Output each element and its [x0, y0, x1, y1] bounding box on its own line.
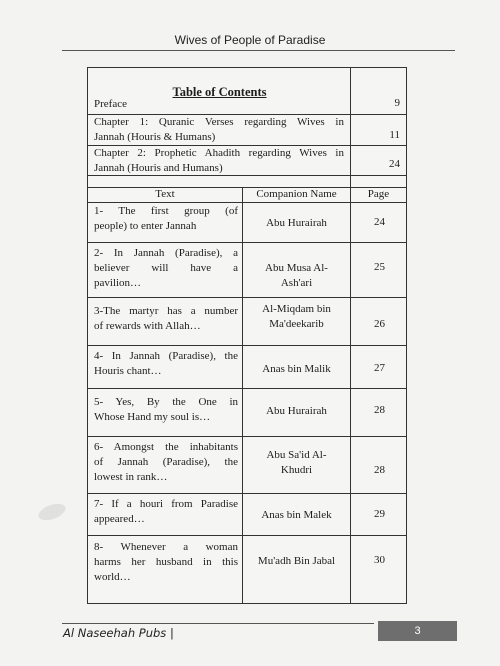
text-line: 8- Whenever a woman [94, 541, 238, 553]
table-row-page: 28 [374, 464, 385, 476]
table-row-companion [243, 362, 350, 377]
text-line: lowest in rank… [94, 471, 168, 483]
companion-line: Abu Hurairah [266, 217, 327, 229]
text-line: of Jannah (Paradise), the [94, 456, 238, 468]
row-divider [88, 388, 406, 389]
column-header-companion: Companion Name [256, 188, 337, 200]
table-row-text [94, 204, 238, 234]
row-divider [88, 297, 406, 298]
text-line: world… [94, 571, 131, 583]
toc-item-text: Preface [94, 98, 127, 110]
companion-line: Abu Sa'id Al- [266, 449, 327, 461]
text-line: people) to enter Jannah [94, 220, 197, 232]
table-row-text [94, 497, 238, 527]
table-row-text [94, 246, 238, 291]
text-line: harms her husband in this [94, 556, 238, 568]
text-line: pavilion… [94, 277, 142, 289]
table-row-companion [243, 448, 350, 478]
row-divider [88, 242, 406, 243]
publisher-footer: Al Naseehah Pubs | [63, 626, 174, 640]
footer-rule [62, 623, 374, 624]
companion-line: Mu'adh Bin Jabal [257, 555, 336, 567]
companion-line: Abu Musa Al- [265, 262, 328, 274]
companion-line: Anas bin Malik [262, 363, 331, 375]
toc-item-text: Chapter 1: Quranic Verses regarding Wives in [94, 116, 344, 128]
table-row-page: 26 [374, 318, 385, 330]
table-row-text [94, 440, 238, 485]
contents-table [87, 67, 407, 604]
text-line: 7- If a houri from Paradise [94, 498, 238, 510]
text-line: appeared… [94, 513, 145, 525]
running-head: Wives of People of Paradise [174, 33, 326, 47]
companion-line: Ma'deekarib [269, 318, 324, 330]
page-column-divider [350, 68, 351, 604]
toc-item-page: 11 [389, 129, 400, 141]
text-line: Houris chant… [94, 365, 162, 377]
table-row-companion [243, 261, 350, 291]
header-rule [62, 50, 455, 51]
toc-item-text: Chapter 2: Prophetic Ahadith regarding Wives in [94, 147, 344, 159]
page-smudge [36, 501, 67, 524]
table-row-companion [243, 216, 350, 231]
table-row-text [94, 304, 238, 334]
page-number-badge: 3 [378, 621, 457, 641]
table-row-page: 28 [374, 404, 385, 416]
toc-item-chapter-2 [94, 146, 344, 176]
table-row-text [94, 349, 238, 379]
toc-item-chapter-1 [94, 115, 344, 145]
header-bottom-divider [88, 202, 406, 203]
toc-item-page: 24 [389, 158, 400, 170]
toc-item-text: Jannah (Houris and Humans) [94, 162, 223, 174]
table-row-text [94, 540, 238, 585]
text-line: believer will have a [94, 262, 238, 274]
text-line: 1- The first group (of [94, 205, 238, 217]
toc-item-page: 9 [394, 97, 400, 109]
text-line: 5- Yes, By the One in [94, 396, 238, 408]
column-header-page: Page [367, 188, 390, 200]
companion-line: Abu Hurairah [266, 405, 327, 417]
table-row-page: 27 [374, 362, 385, 374]
companion-line: Al-Miqdam bin [262, 303, 331, 315]
companion-line: Khudri [280, 464, 313, 476]
text-line: 6- Amongst the inhabitants [94, 441, 238, 453]
table-row-companion [243, 554, 350, 569]
table-row-companion [243, 404, 350, 419]
companion-line: Ash'ari [280, 277, 313, 289]
column-header-text: Text [155, 188, 175, 200]
toc-item-text: Jannah (Houris & Humans) [94, 131, 216, 143]
row-divider [88, 345, 406, 346]
toc-title: Table of Contents [172, 85, 267, 99]
companion-line: Anas bin Malek [261, 509, 332, 521]
text-line: Whose Hand my soul is… [94, 411, 211, 423]
companion-column-divider [242, 187, 243, 604]
row-divider [88, 436, 406, 437]
table-row-page: 30 [374, 554, 385, 566]
table-row-companion [243, 302, 350, 332]
row-divider [88, 493, 406, 494]
text-line: 3-The martyr has a number [94, 305, 238, 317]
table-row-page: 29 [374, 508, 385, 520]
text-line: 4- In Jannah (Paradise), the [94, 350, 238, 362]
table-row-companion [243, 508, 350, 523]
table-row-text [94, 395, 238, 425]
table-row-page: 24 [374, 216, 385, 228]
text-line: of rewards with Allah… [94, 320, 201, 332]
row-divider [88, 535, 406, 536]
toc-item-preface [94, 97, 344, 112]
text-line: 2- In Jannah (Paradise), a [94, 247, 238, 259]
table-row-page: 25 [374, 261, 385, 273]
